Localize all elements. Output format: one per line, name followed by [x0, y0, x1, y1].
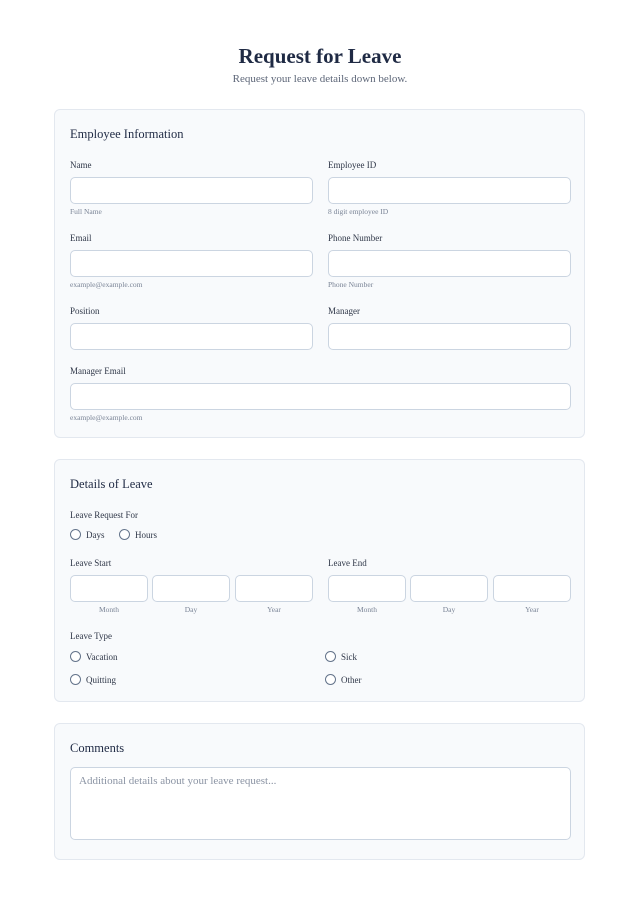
year-sublabel: Year: [267, 605, 281, 614]
name-input[interactable]: [70, 177, 313, 204]
name-label: Name: [70, 160, 92, 170]
manager-email-input[interactable]: [70, 383, 571, 410]
month-sublabel: Month: [356, 605, 377, 614]
radio-label: Hours: [135, 529, 157, 540]
manager-label: Manager: [328, 306, 360, 316]
section-title: Comments: [70, 741, 125, 755]
leave-end-month-input[interactable]: [328, 575, 406, 602]
radio-circle[interactable]: [325, 674, 336, 685]
email-hint: example@example.com: [70, 280, 143, 289]
section-title: Details of Leave: [70, 477, 153, 491]
page-subtitle: Request your leave details down below.: [232, 73, 408, 85]
section-title: Employee Information: [70, 127, 184, 141]
email-label: Email: [70, 233, 92, 243]
comments-placeholder: Additional details about your leave request...: [79, 775, 277, 787]
day-sublabel: Day: [184, 605, 198, 614]
year-sublabel: Year: [525, 605, 539, 614]
leave-end-label: Leave End: [328, 558, 367, 568]
employee-id-input[interactable]: [328, 177, 571, 204]
radio-circle[interactable]: [70, 674, 81, 685]
position-input[interactable]: [70, 323, 313, 350]
manager-email-label: Manager Email: [70, 366, 126, 376]
position-label: Position: [70, 306, 100, 316]
leave-start-label: Leave Start: [70, 558, 112, 568]
radio-label: Vacation: [86, 651, 118, 662]
radio-label: Days: [86, 529, 105, 540]
radio-quitting[interactable]: [70, 674, 116, 685]
leave-type-label: Leave Type: [70, 631, 112, 641]
phone-label: Phone Number: [328, 233, 383, 243]
leave-request-for-label: Leave Request For: [70, 510, 138, 520]
leave-end-day-input[interactable]: [410, 575, 488, 602]
day-sublabel: Day: [442, 605, 456, 614]
leave-end-year-input[interactable]: [493, 575, 571, 602]
radio-label: Sick: [341, 651, 358, 662]
employee-id-hint: 8 digit employee ID: [328, 207, 389, 216]
phone-hint: Phone Number: [328, 280, 374, 289]
radio-circle[interactable]: [325, 651, 336, 662]
radio-circle[interactable]: [119, 529, 130, 540]
phone-input[interactable]: [328, 250, 571, 277]
leave-details-section: [54, 459, 585, 702]
radio-hours[interactable]: [119, 529, 157, 540]
radio-vacation[interactable]: [70, 651, 118, 662]
radio-days[interactable]: [70, 529, 105, 540]
email-input[interactable]: [70, 250, 313, 277]
comments-section: [54, 723, 585, 860]
radio-label: Quitting: [86, 674, 117, 685]
comments-textarea[interactable]: [70, 767, 571, 840]
employee-information-section: [54, 109, 585, 438]
leave-start-day-input[interactable]: [152, 575, 230, 602]
page-title: Request for Leave: [238, 44, 402, 68]
manager-input[interactable]: [328, 323, 571, 350]
radio-circle[interactable]: [70, 529, 81, 540]
manager-email-hint: example@example.com: [70, 413, 143, 422]
employee-id-label: Employee ID: [328, 160, 377, 170]
radio-circle[interactable]: [70, 651, 81, 662]
leave-start-month-input[interactable]: [70, 575, 148, 602]
month-sublabel: Month: [98, 605, 119, 614]
name-hint: Full Name: [70, 207, 102, 216]
leave-start-year-input[interactable]: [235, 575, 313, 602]
radio-sick[interactable]: [325, 651, 357, 662]
radio-label: Other: [341, 674, 362, 685]
radio-other[interactable]: [325, 674, 362, 685]
